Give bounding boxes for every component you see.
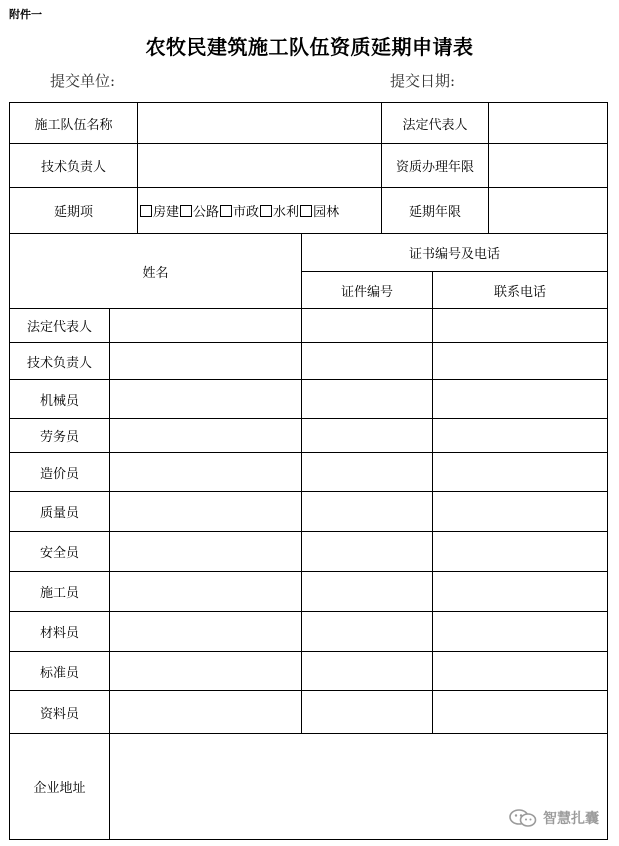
- phone-header: 联系电话: [493, 284, 546, 300]
- tech-lead-field[interactable]: [138, 144, 381, 187]
- team-name-label: 施工队伍名称: [34, 117, 113, 133]
- checkbox-icon[interactable]: [220, 205, 232, 217]
- role-label: 劳务员: [39, 430, 79, 445]
- form-title: 农牧民建筑施工队伍资质延期申请表: [145, 35, 474, 59]
- address-label: 企业地址: [33, 781, 86, 796]
- option-highway[interactable]: 公路: [180, 201, 219, 220]
- name-header: 姓名: [142, 265, 169, 281]
- option-municipal[interactable]: 市政: [220, 201, 259, 220]
- role-label: 材料员: [39, 626, 79, 641]
- wechat-icon: [509, 809, 537, 827]
- checkbox-icon[interactable]: [260, 205, 272, 217]
- checkbox-icon[interactable]: [180, 205, 192, 217]
- legal-rep-label: 法定代表人: [402, 117, 468, 133]
- checkbox-icon[interactable]: [140, 205, 152, 217]
- extension-item-label: 延期项: [53, 205, 93, 220]
- team-name-field[interactable]: [138, 103, 381, 143]
- option-water[interactable]: 水利: [260, 201, 299, 220]
- option-housing[interactable]: 房建: [140, 201, 179, 220]
- checkbox-icon[interactable]: [300, 205, 312, 217]
- watermark: [509, 808, 599, 828]
- extension-years-label: 延期年限: [408, 205, 461, 220]
- role-label: 造价员: [39, 466, 79, 482]
- role-label: 资料员: [39, 706, 79, 722]
- watermark-text: 智慧扎囊: [543, 811, 599, 827]
- legal-rep-field[interactable]: [489, 103, 607, 143]
- role-label: 质量员: [39, 506, 79, 521]
- attachment-label: 附件一: [9, 8, 42, 21]
- extension-years-field[interactable]: [489, 188, 607, 233]
- cert-phone-header: 证书编号及电话: [408, 247, 500, 262]
- option-garden[interactable]: 园林: [300, 201, 339, 220]
- submit-unit-label: 提交单位:: [50, 72, 116, 90]
- role-label: 标准员: [39, 665, 79, 681]
- tech-lead-label: 技术负责人: [40, 160, 106, 175]
- cert-no-header: 证件编号: [340, 284, 393, 300]
- role-label: 技术负责人: [26, 355, 92, 371]
- qual-years-field[interactable]: [489, 144, 607, 187]
- role-label: 法定代表人: [26, 320, 92, 335]
- role-label: 机械员: [39, 393, 79, 409]
- qual-years-label: 资质办理年限: [395, 160, 474, 175]
- role-label: 施工员: [39, 586, 79, 601]
- role-label: 安全员: [39, 546, 79, 561]
- submit-date-label: 提交日期:: [390, 72, 456, 90]
- extension-options: [138, 188, 383, 233]
